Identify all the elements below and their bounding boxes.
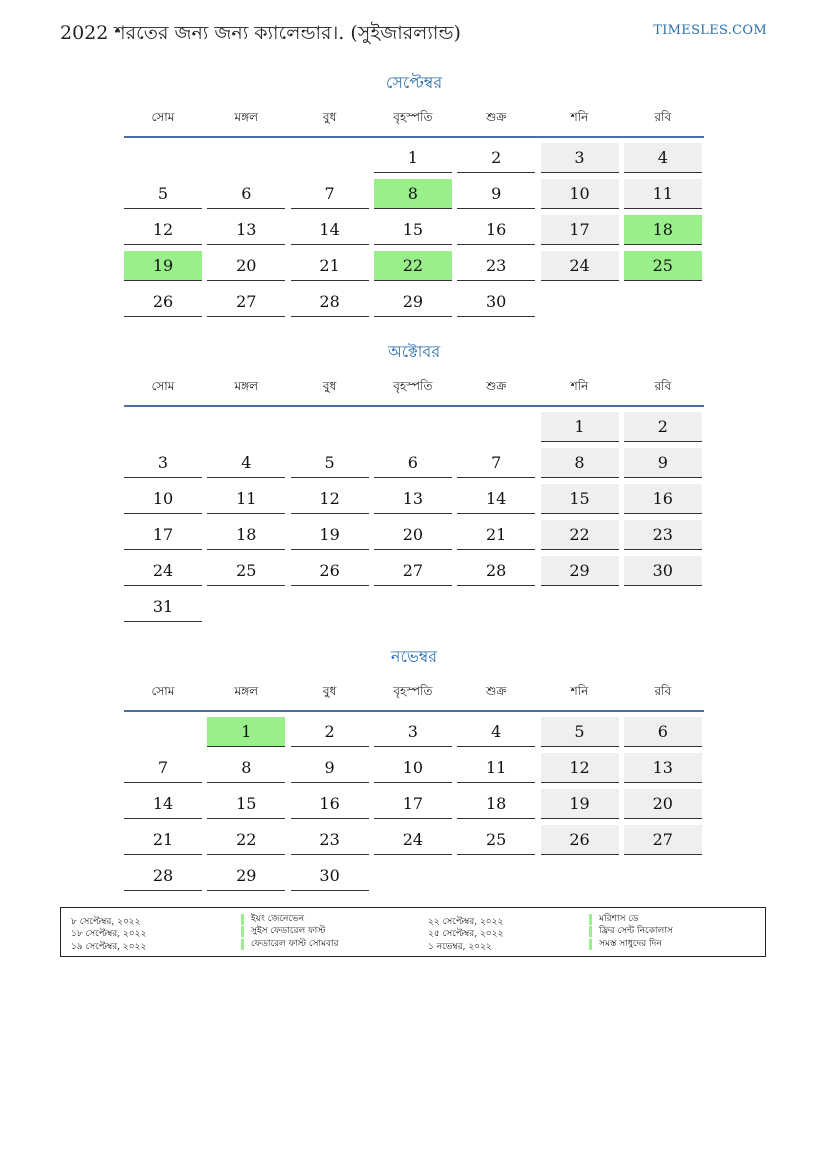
day-cell[interactable]: 29: [207, 861, 285, 891]
legend-holiday-name: ইয়ং জেনেভেন: [241, 914, 304, 925]
page-title: 2022 শরতের জন্য জন্য ক্যালেন্ডার।. (সুইজারল্যান্ড): [60, 22, 461, 44]
day-cell[interactable]: 6: [624, 717, 702, 747]
weekday-header: শুক্র: [486, 379, 507, 393]
day-cell[interactable]: 3: [541, 143, 619, 173]
day-cell[interactable]: 8: [541, 448, 619, 478]
day-cell[interactable]: 10: [541, 179, 619, 209]
site-link[interactable]: TIMESLES.COM: [653, 23, 767, 38]
legend-holiday-name: মরিশাস ডে: [589, 914, 639, 925]
header-rule: [124, 136, 704, 138]
weekday-header: সোম: [151, 110, 175, 124]
day-cell[interactable]: 7: [291, 179, 369, 209]
day-cell[interactable]: 22: [374, 251, 452, 281]
day-cell[interactable]: 24: [124, 556, 202, 586]
day-cell[interactable]: 6: [207, 179, 285, 209]
day-cell[interactable]: 27: [207, 287, 285, 317]
legend-holiday-name: সুইস ফেডারেল ফাস্ট: [241, 926, 325, 937]
day-cell[interactable]: 14: [124, 789, 202, 819]
day-cell[interactable]: 20: [624, 789, 702, 819]
day-cell[interactable]: 30: [624, 556, 702, 586]
day-cell[interactable]: 24: [541, 251, 619, 281]
day-cell[interactable]: 5: [124, 179, 202, 209]
day-cell[interactable]: 22: [207, 825, 285, 855]
day-cell[interactable]: 26: [124, 287, 202, 317]
legend-date: ২২ সেপ্টেম্বর, ২০২২: [428, 917, 504, 927]
day-cell[interactable]: 21: [457, 520, 535, 550]
weekday-header: বৃহস্পতি: [393, 110, 433, 124]
day-cell[interactable]: 17: [374, 789, 452, 819]
legend-date: ৮ সেপ্টেম্বর, ২০২২: [71, 917, 141, 927]
weekday-header: শুক্র: [486, 110, 507, 124]
day-cell[interactable]: 25: [624, 251, 702, 281]
day-cell[interactable]: 19: [291, 520, 369, 550]
weekday-header: রবি: [654, 684, 672, 698]
legend-date: ১ নভেম্বর, ২০২২: [428, 942, 492, 952]
day-cell[interactable]: 15: [207, 789, 285, 819]
weekday-header: শনি: [570, 379, 589, 393]
day-cell[interactable]: 2: [457, 143, 535, 173]
day-cell[interactable]: 23: [457, 251, 535, 281]
day-cell[interactable]: 9: [624, 448, 702, 478]
legend-date: ২৫ সেপ্টেম্বর, ২০২২: [428, 929, 504, 939]
weekday-header: শুক্র: [486, 684, 507, 698]
day-cell[interactable]: 28: [457, 556, 535, 586]
day-cell[interactable]: 15: [541, 484, 619, 514]
weekday-header: সোম: [151, 379, 175, 393]
day-cell[interactable]: 18: [457, 789, 535, 819]
day-cell[interactable]: 10: [124, 484, 202, 514]
legend-holiday-name: ফ্রির সেন্ট নিকোলাস: [589, 926, 673, 937]
day-cell[interactable]: 4: [624, 143, 702, 173]
day-cell[interactable]: 19: [124, 251, 202, 281]
holiday-legend: [60, 907, 766, 957]
day-cell[interactable]: 25: [207, 556, 285, 586]
day-cell[interactable]: 3: [124, 448, 202, 478]
weekday-header: রবি: [654, 379, 672, 393]
legend-holiday-name: ফেডারেল ফাস্ট সোমবার: [241, 939, 339, 950]
day-cell[interactable]: 16: [624, 484, 702, 514]
day-cell[interactable]: 17: [124, 520, 202, 550]
day-cell[interactable]: 12: [541, 753, 619, 783]
legend-holiday-name: সমস্ত সাধুদের দিন: [589, 939, 662, 950]
day-cell[interactable]: 30: [457, 287, 535, 317]
day-cell[interactable]: 5: [541, 717, 619, 747]
day-cell[interactable]: 8: [207, 753, 285, 783]
day-cell[interactable]: 25: [457, 825, 535, 855]
day-cell[interactable]: 21: [124, 825, 202, 855]
day-cell[interactable]: 24: [374, 825, 452, 855]
day-cell[interactable]: 31: [124, 592, 202, 622]
legend-date: ১৮ সেপ্টেম্বর, ২০২২: [71, 929, 147, 939]
legend-date: ১৯ সেপ্টেম্বর, ২০২২: [71, 942, 147, 952]
day-cell[interactable]: 4: [457, 717, 535, 747]
day-cell[interactable]: 19: [541, 789, 619, 819]
day-cell[interactable]: 20: [374, 520, 452, 550]
day-cell[interactable]: 13: [207, 215, 285, 245]
day-cell[interactable]: 2: [624, 412, 702, 442]
day-cell[interactable]: 29: [541, 556, 619, 586]
day-cell[interactable]: 20: [207, 251, 285, 281]
day-cell[interactable]: 26: [541, 825, 619, 855]
day-cell[interactable]: 12: [124, 215, 202, 245]
day-cell[interactable]: 11: [207, 484, 285, 514]
day-cell[interactable]: 28: [291, 287, 369, 317]
day-cell[interactable]: 18: [624, 215, 702, 245]
day-cell[interactable]: 13: [624, 753, 702, 783]
month-title: নভেম্বর: [390, 647, 438, 666]
month-title: সেপ্টেম্বর: [385, 73, 443, 92]
weekday-header: মঙ্গল: [234, 684, 259, 698]
day-cell[interactable]: 5: [291, 448, 369, 478]
weekday-header: বুধ: [322, 684, 337, 698]
month-title: অক্টোবর: [387, 342, 441, 361]
weekday-header: রবি: [654, 110, 672, 124]
day-cell[interactable]: 27: [624, 825, 702, 855]
header-rule: [124, 710, 704, 712]
day-cell[interactable]: 17: [541, 215, 619, 245]
day-cell[interactable]: 21: [291, 251, 369, 281]
day-cell[interactable]: 9: [291, 753, 369, 783]
day-cell[interactable]: 28: [124, 861, 202, 891]
day-cell[interactable]: 23: [291, 825, 369, 855]
day-cell[interactable]: 30: [291, 861, 369, 891]
header-rule: [124, 405, 704, 407]
weekday-header: মঙ্গল: [234, 110, 259, 124]
day-cell[interactable]: 8: [374, 179, 452, 209]
day-cell[interactable]: 14: [291, 215, 369, 245]
day-cell[interactable]: 11: [624, 179, 702, 209]
day-cell[interactable]: 13: [374, 484, 452, 514]
day-cell[interactable]: 29: [374, 287, 452, 317]
day-cell[interactable]: 15: [374, 215, 452, 245]
weekday-header: শনি: [570, 110, 589, 124]
day-cell[interactable]: 7: [457, 448, 535, 478]
day-cell[interactable]: 1: [374, 143, 452, 173]
day-cell[interactable]: 3: [374, 717, 452, 747]
day-cell[interactable]: 1: [207, 717, 285, 747]
weekday-header: মঙ্গল: [234, 379, 259, 393]
day-cell[interactable]: 16: [291, 789, 369, 819]
day-cell[interactable]: 2: [291, 717, 369, 747]
day-cell[interactable]: 12: [291, 484, 369, 514]
day-cell[interactable]: 4: [207, 448, 285, 478]
weekday-header: শনি: [570, 684, 589, 698]
day-cell[interactable]: 11: [457, 753, 535, 783]
day-cell[interactable]: 18: [207, 520, 285, 550]
day-cell[interactable]: 23: [624, 520, 702, 550]
day-cell[interactable]: 9: [457, 179, 535, 209]
day-cell[interactable]: 16: [457, 215, 535, 245]
weekday-header: বুধ: [322, 379, 337, 393]
weekday-header: সোম: [151, 684, 175, 698]
weekday-header: বুধ: [322, 110, 337, 124]
day-cell[interactable]: 27: [374, 556, 452, 586]
weekday-header: বৃহস্পতি: [393, 379, 433, 393]
day-cell[interactable]: 26: [291, 556, 369, 586]
weekday-header: বৃহস্পতি: [393, 684, 433, 698]
day-cell[interactable]: 22: [541, 520, 619, 550]
day-cell[interactable]: 6: [374, 448, 452, 478]
day-cell[interactable]: 14: [457, 484, 535, 514]
day-cell[interactable]: 7: [124, 753, 202, 783]
day-cell[interactable]: 10: [374, 753, 452, 783]
day-cell[interactable]: 1: [541, 412, 619, 442]
